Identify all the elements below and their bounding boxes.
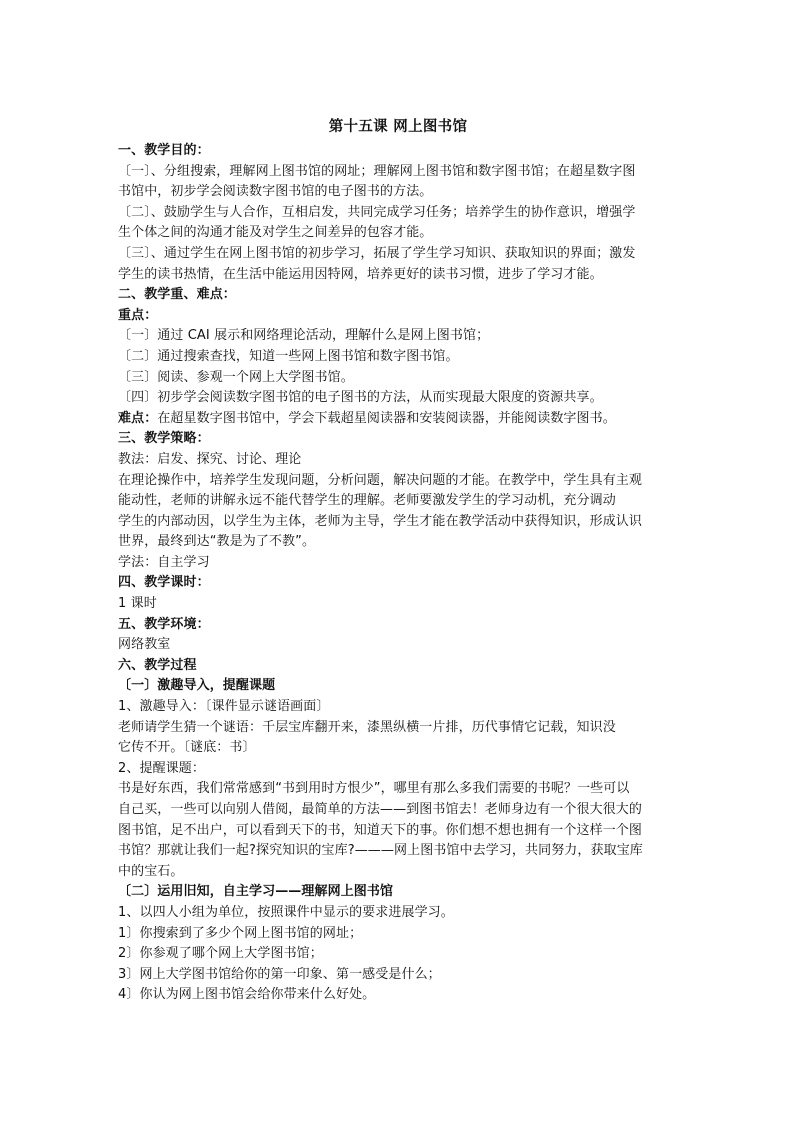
text-line: 〔一〕、分组搜索，理解网上图书馆的网址；理解网上图书馆和数字图书馆；在超星数字图 [118,163,636,179]
section-heading: 〔二〕运用旧知，自主学习——理解网上图书馆 [118,884,394,900]
text-line: 1、以四人小组为单位，按照课件中显示的要求进展学习。 [118,904,454,920]
text-line: 〔三〕、通过学生在网上图书馆的初步学习，拓展了学生学习知识、获取知识的界面；激发 [118,245,636,261]
section-heading: 六、教学过程 [118,657,197,673]
document-body [118,141,678,1006]
section-heading: 二、教学重、难点： [118,287,236,303]
text-line: 图书馆，足不出户，可以看到天下的书，知道天下的事。你们想不想也拥有一个这样一个图 [118,822,643,838]
text-line: 〔三〕阅读、参观一个网上大学图书馆。 [118,369,354,385]
text-line: 学法：自主学习 [118,554,210,570]
text-line: 中的宝石。 [118,863,184,879]
document-title: 第十五课 网上图书馆 [328,119,468,135]
section-heading: 〔一〕激趣导入，提醒课题 [118,678,276,694]
text-line: 学生的内部动因，以学生为主体，老师为主导，学生才能在教学活动中获得知识，形成认识 [118,513,643,529]
text-line: 书馆？那就让我们一起?探究知识的宝库?———网上图书馆中去学习，共同努力，获取宝库 [118,843,643,859]
section-heading: 三、教学策略： [118,431,210,447]
section-heading: 重点： [118,307,158,323]
text-line: 难点：在超星数字图书馆中，学会下载超星阅读器和安装阅读器，并能阅读数字图书。 [118,410,616,426]
text-line: 网络教室 [118,637,171,653]
text-line: 书是好东西，我们常常感到“书到用时方恨少”，哪里有那么多我们需要的书呢？一些可以 [118,781,630,797]
text-line: 1〕你搜索到了多少个网上图书馆的网址； [118,925,363,941]
text-line: 〔二〕通过搜索查找，知道一些网上图书馆和数字图书馆。 [118,348,459,364]
text-line: 在理论操作中，培养学生发现问题，分析问题，解决问题的才能。在教学中，学生具有主观 [118,472,643,488]
text-line: 教法：启发、探究、讨论、理论 [118,451,302,467]
text-line: 它传不开。〔谜底：书〕 [118,740,256,756]
text-line: 生个体之间的沟通才能及对学生之间差异的包容才能。 [118,225,433,241]
text-line: 〔二〕、鼓励学生与人合作，互相启发，共同完成学习任务；培养学生的协作意识，增强学 [118,204,636,220]
text-line: 能动性，老师的讲解永远不能代替学生的理解。老师要激发学生的学习动机，充分调动 [118,493,616,509]
text-line: 1 课时 [118,596,157,612]
text-line: 2〕你参观了哪个网上大学图书馆； [118,946,323,962]
text-line: 世界，最终到达“教是为了不教”。 [118,534,316,550]
text-line: 老师请学生猜一个谜语：千层宝库翻开来，漆黑纵横一片排，历代事情它记载，知识没 [118,719,616,735]
text-line: 书馆中，初步学会阅读数字图书馆的电子图书的方法。 [118,184,433,200]
text-line: 3〕网上大学图书馆给你的第一印象、第一感受是什么； [118,966,441,982]
document-content [118,116,678,1006]
text-line: 〔四〕初步学会阅读数字图书馆的电子图书的方法，从而实现最大限度的资源共享。 [118,390,603,406]
section-heading: 五、教学环境： [118,616,210,632]
text-line: 〔一〕通过 CAI 展示和网络理论活动，理解什么是网上图书馆； [118,328,490,344]
section-heading: 一、教学目的： [118,143,210,158]
text-line: 自己买，一些可以向别人借阅，最简单的方法——到图书馆去！老师身边有一个很大很大的 [118,802,643,817]
text-line: 学生的读书热情，在生活中能运用因特网，培养更好的读书习惯，进步了学习才能。 [118,266,603,282]
text-line: 1、激趣导入：〔课件显示谜语画面〕 [118,699,330,715]
text-line: 2、提醒课题： [118,760,205,776]
section-heading: 四、教学课时： [118,575,210,591]
text-line: 4〕你认为网上图书馆会给你带来什么好处。 [118,987,376,1003]
